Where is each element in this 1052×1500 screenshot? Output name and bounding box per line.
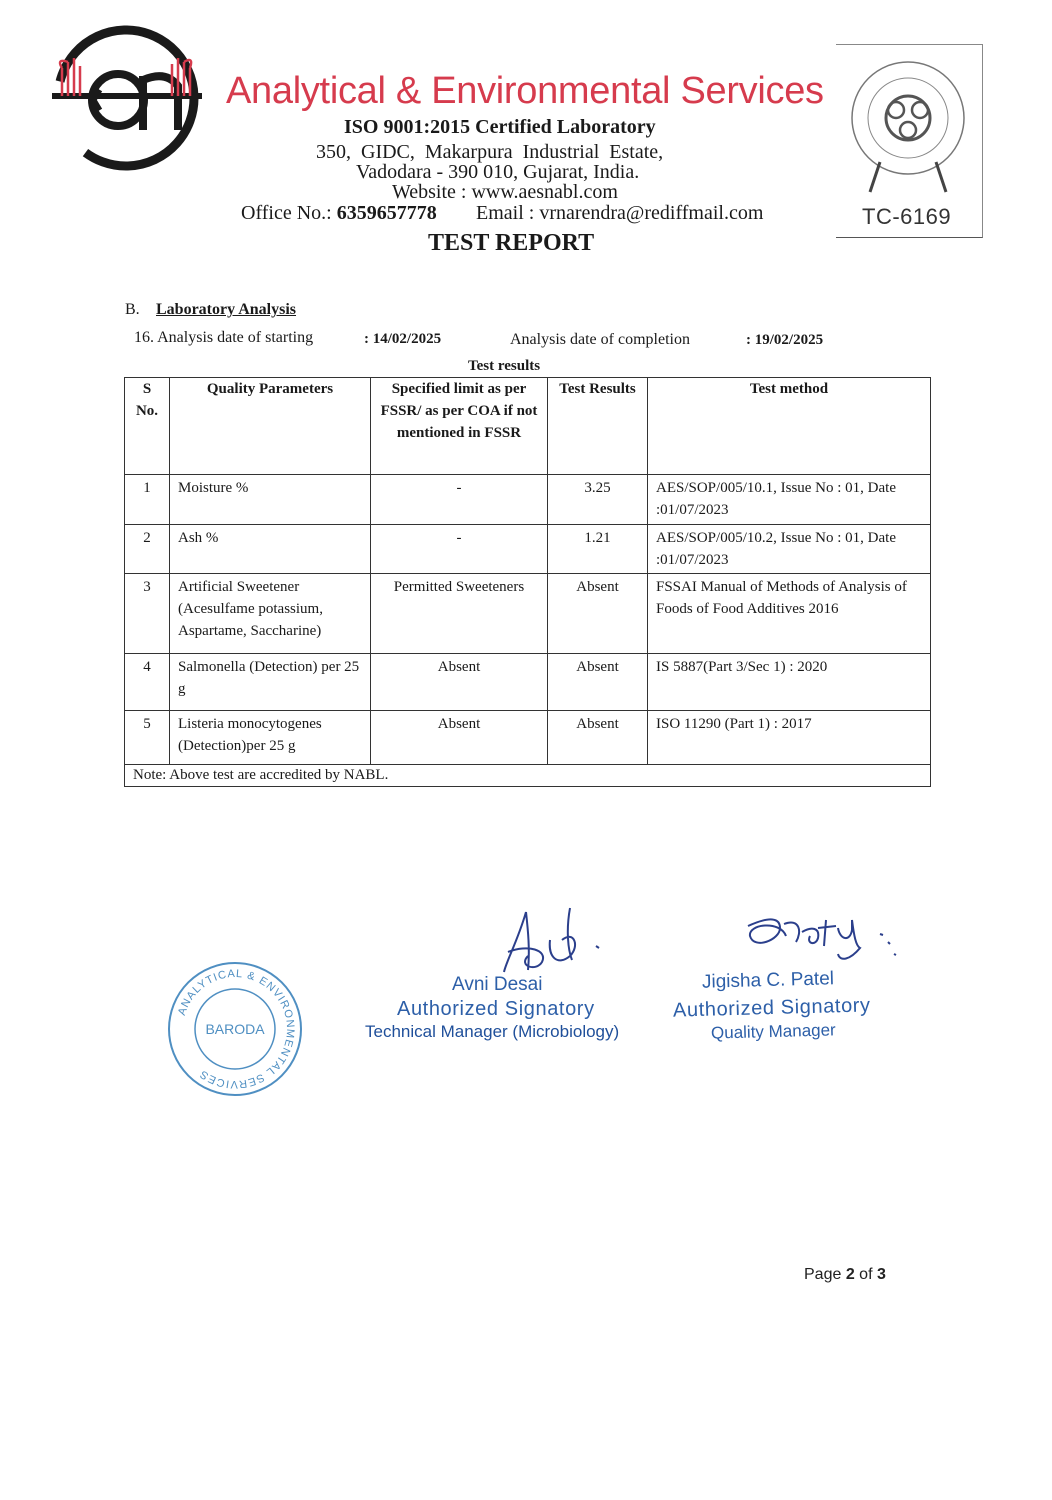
signatory-2-name: Jigisha C. Patel <box>701 968 835 993</box>
signatory-2-role: Authorized Signatory <box>672 994 871 1022</box>
cell-param: Moisture % <box>170 475 371 525</box>
table-row <box>125 711 931 765</box>
website-line: Website : www.aesnabl.com <box>392 181 618 203</box>
stamp-ring-text: ANALYTICAL & ENVIRONMENTAL SERVICES <box>175 967 297 1091</box>
table-header-row <box>125 378 931 475</box>
cell-param: Salmonella (Detection) per 25 g <box>170 654 371 711</box>
address-line-2: Vadodara - 390 010, Gujarat, India. <box>356 161 640 183</box>
cell-param: Listeria monocytogenes (Detection)per 25 g <box>170 711 371 765</box>
company-logo <box>48 18 208 176</box>
cell-method: ISO 11290 (Part 1) : 2017 <box>648 711 931 765</box>
cell-sno: 1 <box>125 475 170 525</box>
note-row <box>125 765 931 787</box>
header-limit: Specified limit as per FSSR/ as per COA if not mentioned in FSSR <box>371 378 548 475</box>
accreditation-code: TC-6169 <box>862 204 952 229</box>
table-row <box>125 574 931 654</box>
cell-result: Absent <box>548 654 648 711</box>
cell-limit: Absent <box>371 711 548 765</box>
cell-method: AES/SOP/005/10.2, Issue No : 01, Date :01/07/2023 <box>648 525 931 574</box>
cell-result: Absent <box>548 711 648 765</box>
table-row <box>125 525 931 574</box>
cell-result: 1.21 <box>548 525 648 574</box>
cell-limit: Permitted Sweeteners <box>371 574 548 654</box>
cell-method: AES/SOP/005/10.1, Issue No : 01, Date :01/07/2023 <box>648 475 931 525</box>
office-number: 6359657778 <box>336 202 437 224</box>
signatory-1-role: Authorized Signatory <box>397 998 595 1020</box>
section-letter: B. <box>125 301 140 318</box>
section-title: Laboratory Analysis <box>156 301 297 318</box>
signature-avni-desai <box>498 900 618 980</box>
completion-date-label: Analysis date of completion <box>510 331 690 348</box>
cell-limit: Absent <box>371 654 548 711</box>
start-date-value: : 14/02/2025 <box>364 331 442 347</box>
stamp-center-text: BARODA <box>205 1021 265 1037</box>
cell-result: 3.25 <box>548 475 648 525</box>
signatory-1-dept: Technical Manager (Microbiology) <box>365 1022 620 1041</box>
header-method: Test method <box>648 378 931 475</box>
cell-sno: 3 <box>125 574 170 654</box>
email-line: Email : vrnarendra@rediffmail.com <box>476 202 764 224</box>
page-number <box>804 1266 886 1284</box>
table-row <box>125 475 931 525</box>
cell-sno: 5 <box>125 711 170 765</box>
cell-sno: 4 <box>125 654 170 711</box>
signature-jigisha-patel <box>740 906 910 966</box>
cell-method: IS 5887(Part 3/Sec 1) : 2020 <box>648 654 931 711</box>
table-title: Test results <box>468 358 541 374</box>
office-line <box>241 202 437 225</box>
address-line-1: 350, GIDC, Makarpura Industrial Estate, <box>316 141 664 163</box>
cell-param: Artificial Sweetener (Acesulfame potassium, Aspartame, Saccharine) <box>170 574 371 654</box>
completion-date-value: : 19/02/2025 <box>746 332 824 348</box>
header-sno: S No. <box>125 378 170 475</box>
header-param: Quality Parameters <box>170 378 371 475</box>
office-label: Office No.: <box>241 202 332 224</box>
nabl-emblem <box>846 52 976 202</box>
company-stamp <box>164 960 306 1098</box>
signatory-2-dept: Quality Manager <box>710 1020 836 1043</box>
company-name: Analytical & Environmental Services <box>226 70 824 112</box>
cell-limit: - <box>371 475 548 525</box>
certification-line: ISO 9001:2015 Certified Laboratory <box>344 116 656 138</box>
cell-method: FSSAI Manual of Methods of Analysis of Foods of Food Additives 2016 <box>648 574 931 654</box>
cell-param: Ash % <box>170 525 371 574</box>
signatory-1-name: Avni Desai <box>452 974 543 995</box>
page-prefix: Page <box>804 1266 846 1283</box>
report-title: TEST REPORT <box>428 230 595 256</box>
cell-sno: 2 <box>125 525 170 574</box>
start-date-label: 16. Analysis date of starting <box>134 329 314 346</box>
table-row <box>125 654 931 711</box>
page-current: 2 <box>845 1266 855 1283</box>
cell-limit: - <box>371 525 548 574</box>
page-mid: of <box>854 1266 877 1283</box>
table-note: Note: Above test are accredited by NABL. <box>125 765 931 787</box>
header-result: Test Results <box>548 378 648 475</box>
page-total: 3 <box>876 1266 886 1283</box>
cell-result: Absent <box>548 574 648 654</box>
results-table <box>124 377 931 787</box>
